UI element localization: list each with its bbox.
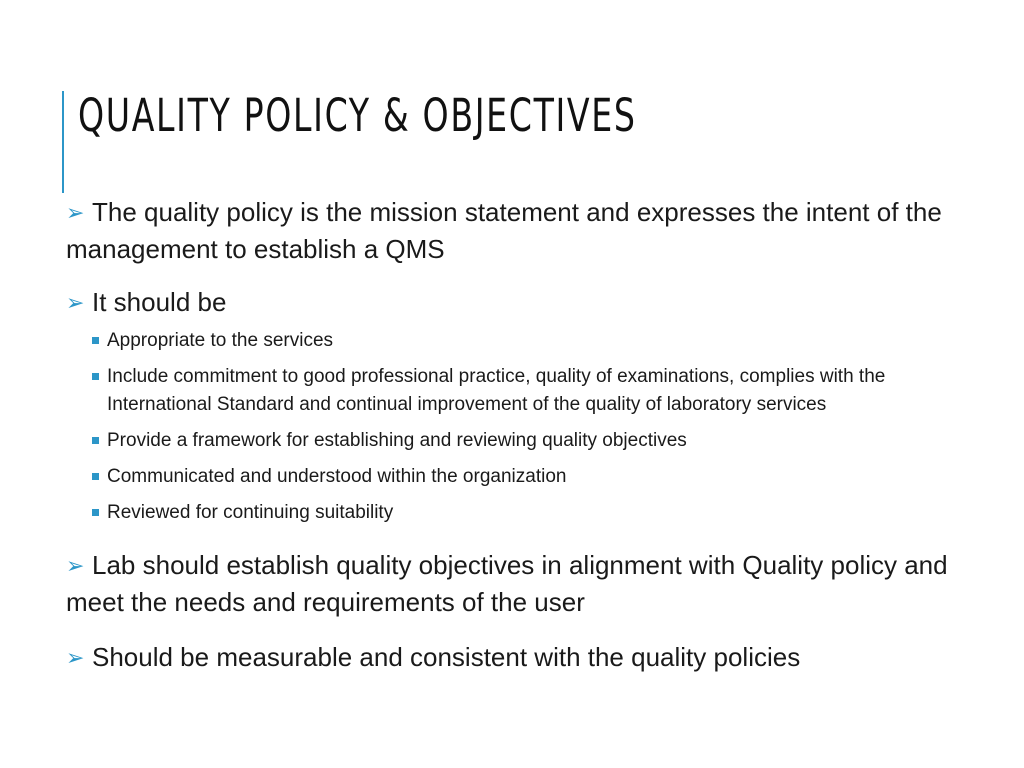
arrow-bullet-icon: ➢	[66, 200, 85, 225]
sub-bullet	[60, 327, 980, 355]
slide-title: QUALITY POLICY & OBJECTIVES	[78, 89, 637, 142]
bullet-text: Should be measurable and consistent with the quality policies	[92, 642, 801, 672]
bullet-text: The quality policy is the mission statement and expresses the intent of the management to establish a QMS	[66, 197, 942, 264]
square-bullet-icon	[92, 437, 99, 444]
arrow-bullet-icon: ➢	[66, 645, 85, 670]
sub-bullet	[60, 427, 980, 455]
square-bullet-icon	[92, 337, 99, 344]
bullet-lab-objectives	[60, 547, 980, 621]
square-bullet-icon	[92, 473, 99, 480]
sub-bullet	[60, 463, 980, 491]
sub-bullet-text: Provide a framework for establishing and reviewing quality objectives	[107, 430, 687, 451]
arrow-bullet-icon: ➢	[66, 290, 85, 315]
sub-bullet	[60, 499, 980, 527]
slide-content	[60, 194, 980, 676]
sub-bullet-text: Reviewed for continuing suitability	[107, 502, 394, 523]
title-accent-bar	[62, 91, 64, 193]
square-bullet-icon	[92, 509, 99, 516]
sub-bullet-list	[60, 327, 980, 527]
sub-bullet-text: Include commitment to good professional practice, quality of examinations, complies with the International Standard and continual improvement of the quality of laboratory services	[107, 366, 886, 415]
bullet-measurable	[60, 639, 980, 676]
sub-bullet	[60, 363, 980, 419]
bullet-quality-policy	[60, 194, 980, 268]
bullet-text: It should be	[92, 287, 227, 317]
sub-bullet-text: Appropriate to the services	[107, 330, 334, 351]
square-bullet-icon	[92, 373, 99, 380]
arrow-bullet-icon: ➢	[66, 553, 85, 578]
sub-bullet-text: Communicated and understood within the organization	[107, 466, 567, 487]
bullet-it-should-be	[60, 284, 980, 321]
bullet-text: Lab should establish quality objectives in alignment with Quality policy and meet the needs and requirements of the user	[66, 550, 948, 617]
